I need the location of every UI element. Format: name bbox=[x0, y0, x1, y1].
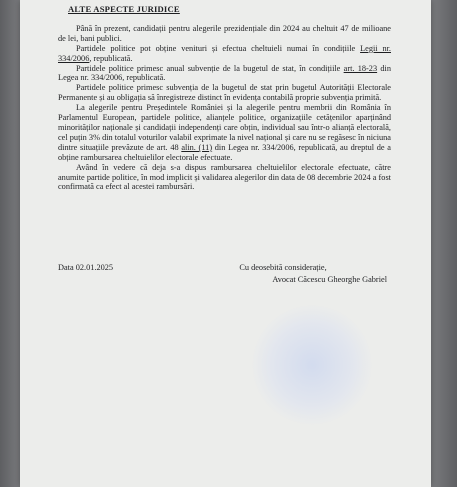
paragraph-3 bbox=[58, 64, 391, 84]
paragraph-6-text: Având în vedere că deja s-a dispus rambursarea cheltuielilor electorale efectuate, către anumite partide politice, în mod implicit și validarea alegerilor din data de 08 decembrie 2024 a fost confirmată ca efect al acestei rambursări. bbox=[58, 162, 391, 192]
document-date: Data 02.01.2025 bbox=[58, 263, 114, 272]
article-reference-link[interactable]: art. 18-23 bbox=[343, 63, 378, 73]
paragraph-1-text: Până în prezent, candidații pentru alegerile prezidențiale din 2024 au cheltuit 47 de milioane de lei, bani publici. bbox=[58, 23, 391, 43]
paragraph-2 bbox=[58, 44, 391, 64]
section-heading: ALTE ASPECTE JURIDICE bbox=[68, 4, 180, 14]
document-page bbox=[20, 0, 431, 487]
left-background-bar bbox=[0, 0, 20, 487]
closing-line: Cu deosebită considerație, bbox=[239, 263, 327, 272]
paragraph-5-text: La alegerile pentru Președintele României și la alegerile pentru membrii din România în Parlamentul European, partidele politice, alianțele politice, organizațiile cetățenilor aparținând minorităților naționale și candidații independenți care obțin, individual sau într-o alianță electorală, cel puțin 3% din totalul voturilor valabil exprimate la nivel național și care nu se regăsesc în niciuna dintre situațiile prevăzute de art. 48 bbox=[58, 103, 391, 152]
blurred-stamp bbox=[252, 305, 372, 425]
paragraph-1 bbox=[58, 24, 391, 44]
paragraph-5 bbox=[58, 103, 391, 162]
law-reference-link[interactable]: Legii nr. 334/2006 bbox=[58, 43, 391, 63]
signer-name: Avocat Căcescu Gheorghe Gabriel bbox=[272, 275, 387, 284]
paragraph-3-text: Partidele politice primesc anual subvenție de la bugetul de stat, în condițiile bbox=[76, 63, 344, 73]
paragraph-4-text: Partidele politice primesc subvenția de la bugetul de stat prin bugetul Autorității Electorale Permanente și au obligația să înregistreze distinct în evidența contabilă proprie subvenția primită. bbox=[58, 83, 391, 103]
paragraph-3-text-end: din Legea nr. 334/2006, republicată. bbox=[58, 63, 391, 83]
paragraph-6 bbox=[58, 163, 391, 193]
right-background-bar bbox=[431, 0, 457, 487]
paragraph-2-text: Partidele politice pot obține venituri și efectua cheltuieli numai în condițiile bbox=[76, 43, 361, 53]
paragraph-2-text-end: , republicată. bbox=[89, 53, 133, 63]
paragraph-5-text-end: din Legea nr. 334/2006, republicată, au dreptul de a obține rambursarea cheltuielilor electorale efectuate. bbox=[58, 142, 391, 162]
document-body bbox=[58, 5, 391, 192]
alineat-reference-link[interactable]: alin. (11) bbox=[181, 142, 213, 152]
paragraph-4 bbox=[58, 83, 391, 103]
